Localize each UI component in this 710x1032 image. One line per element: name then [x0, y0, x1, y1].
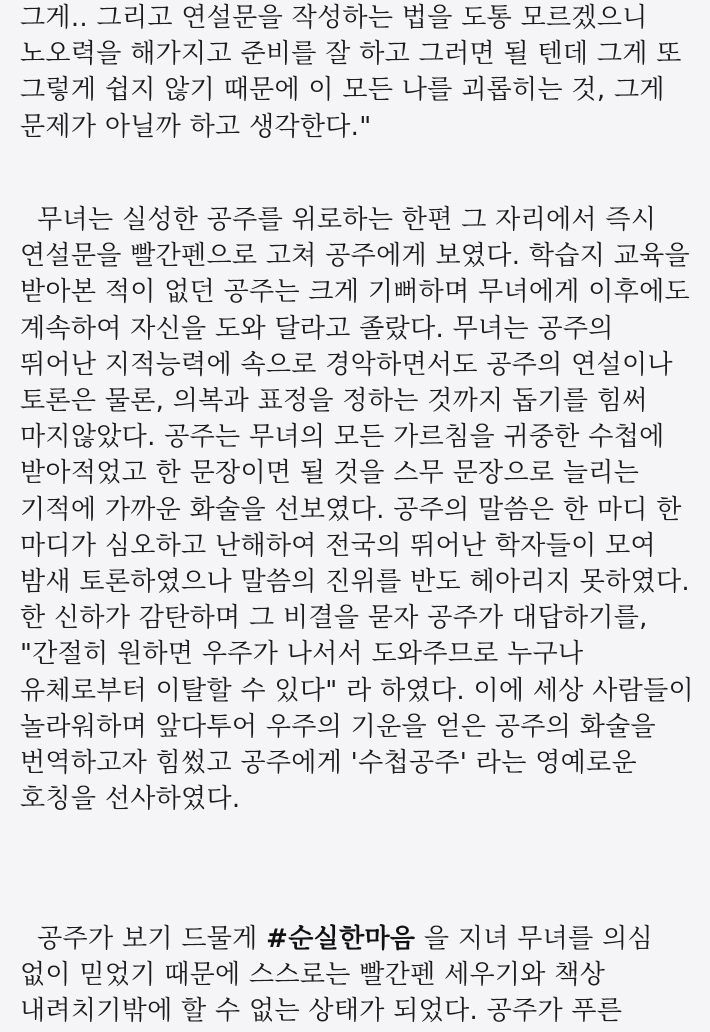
- text-line: 호칭을 선사하였다.: [20, 784, 241, 815]
- text-segment: 공주가 보기 드물게: [20, 924, 267, 954]
- text-line: 번역하고자 힘썼고 공주에게 '수첩공주' 라는 영예로운: [20, 748, 637, 779]
- paragraph-3: [20, 921, 653, 1030]
- text-line: 마지않았다. 공주는 무녀의 모든 가르침을 귀중한 수첩에: [20, 422, 665, 453]
- text-line: 밤새 토론하였으나 말씀의 진위를 반도 헤아리지 못하였다.: [20, 567, 690, 598]
- text-line: 받아본 적이 없던 공주는 크게 기뻐하며 무녀에게 이후에도: [20, 277, 690, 308]
- paragraph-1: [20, 0, 682, 145]
- hashtag-link[interactable]: #순실한마음: [266, 924, 416, 954]
- text-line: 한 신하가 감탄하며 그 비결을 묻자 공주가 대답하기를,: [20, 603, 648, 634]
- text-line: 기적에 가까운 화술을 선보였다. 공주의 말씀은 한 마디 한: [20, 494, 682, 525]
- text-line: 그렇게 쉽지 않기 때문에 이 모든 나를 괴롭히는 것, 그게: [20, 75, 665, 106]
- text-line: 무녀는 실성한 공주를 위로하는 한편 그 자리에서 즉시: [20, 205, 657, 235]
- text-line: 유체로부터 이탈할 수 있다" 라 하였다. 이에 세상 사람들이: [20, 675, 694, 706]
- text-line: 없이 믿었기 때문에 스스로는 빨간펜 세우기와 책상: [20, 960, 606, 991]
- text-line: 마디가 심오하고 난해하여 전국의 뛰어난 학자들이 모여: [20, 530, 656, 561]
- text-line: 내려치기밖에 할 수 없는 상태가 되었다. 공주가 푸른: [20, 996, 623, 1027]
- text-line: 연설문을 빨간펜으로 고쳐 공주에게 보였다. 학습지 교육을: [20, 241, 690, 272]
- text-line: 계속하여 자신을 도와 달라고 졸랐다. 무녀는 공주의: [20, 313, 614, 344]
- text-segment: 을 지녀 무녀를 의심: [415, 924, 653, 954]
- text-line: 문제가 아닐까 하고 생각한다.": [20, 111, 372, 142]
- text-line: [20, 921, 653, 957]
- text-line: 뛰어난 지적능력에 속으로 경악하면서도 공주의 연설이나: [20, 349, 673, 380]
- text-line: 놀라워하며 앞다투어 우주의 기운을 얻은 공주의 화술을: [20, 711, 656, 742]
- text-line: "간절히 원하면 우주가 나서서 도와주므로 누구나: [20, 639, 584, 670]
- text-line: 노오력을 해가지고 준비를 잘 하고 그러면 될 텐데 그게 또: [20, 39, 682, 70]
- text-line: 그게.. 그리고 연설문을 작성하는 법을 도통 모르겠으니: [20, 3, 648, 33]
- text-line: 받아적었고 한 문장이면 될 것을 스무 문장으로 늘리는: [20, 458, 640, 489]
- text-line: 토론은 물론, 의복과 표정을 정하는 것까지 돕기를 힘써: [20, 386, 648, 417]
- paragraph-2: [20, 202, 694, 817]
